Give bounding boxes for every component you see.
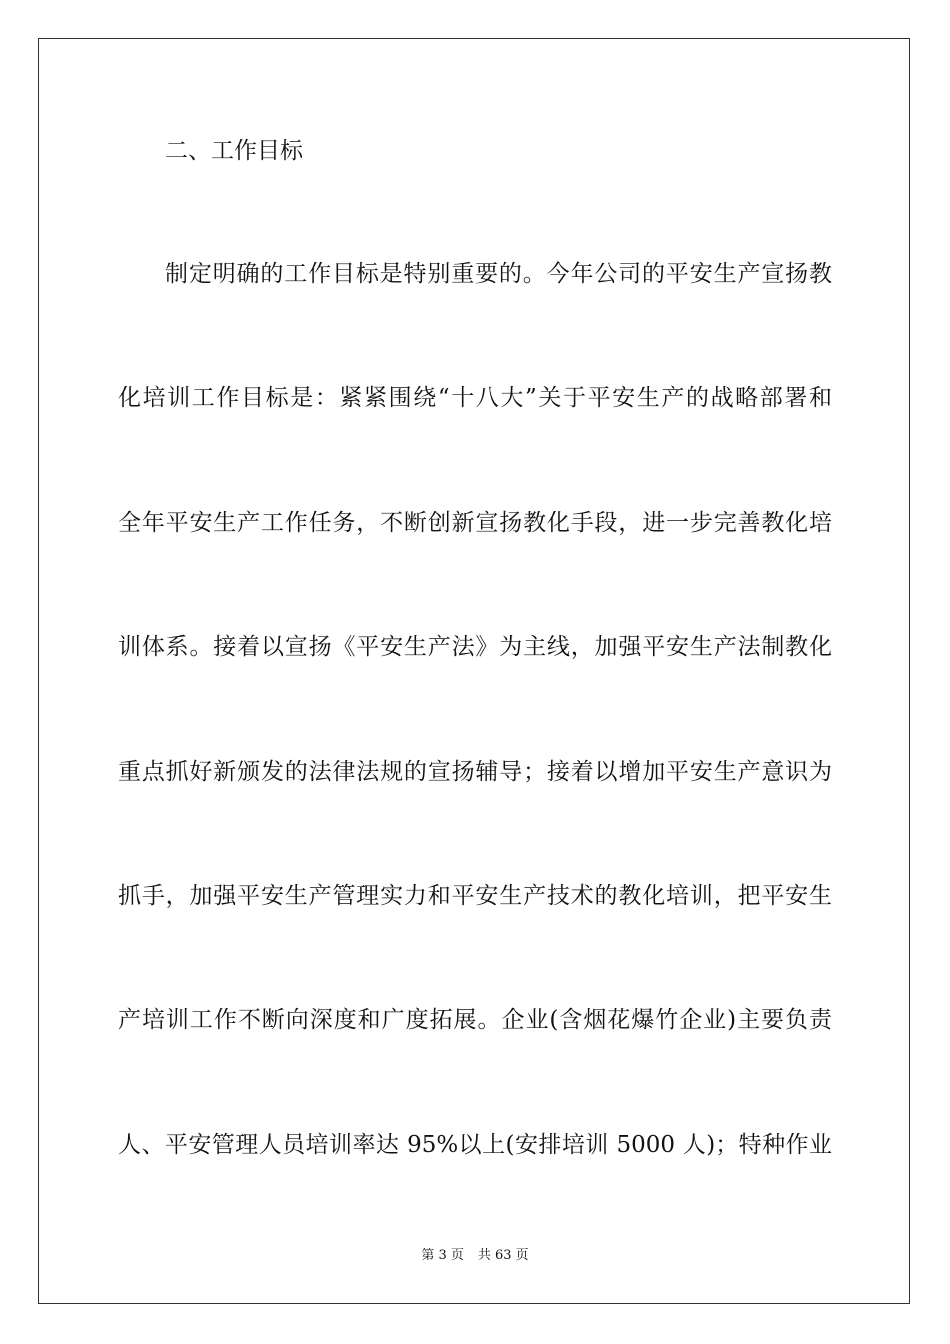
paragraph-line: 产培训工作不断向深度和广度拓展。企业(含烟花爆竹企业)主要负责 — [118, 1007, 832, 1033]
paragraph-line: 化培训工作目标是：紧紧围绕“十八大”关于平安生产的战略部署和 — [118, 385, 832, 411]
paragraph-line: 训体系。接着以宣扬《平安生产法》为主线，加强平安生产法制教化 — [118, 634, 832, 660]
paragraph-line: 全年平安生产工作任务，不断创新宣扬教化手段，进一步完善教化培 — [118, 510, 832, 536]
paragraph-line: 制定明确的工作目标是特别重要的。今年公司的平安生产宣扬教 — [165, 261, 832, 287]
section-heading: 二、工作目标 — [165, 138, 303, 164]
page-footer — [0, 1247, 950, 1265]
paragraph-line: 抓手，加强平安生产管理实力和平安生产技术的教化培训，把平安生 — [118, 883, 832, 909]
total-pages: 共 63 页 — [477, 1248, 529, 1263]
paragraph-line: 人、平安管理人员培训率达 95%以上(安排培训 5000 人)；特种作业 — [118, 1132, 832, 1158]
page-number: 第 3 页 — [421, 1248, 464, 1263]
page-border — [38, 38, 910, 1304]
paragraph-line: 重点抓好新颁发的法律法规的宣扬辅导；接着以增加平安生产意识为 — [118, 759, 832, 785]
